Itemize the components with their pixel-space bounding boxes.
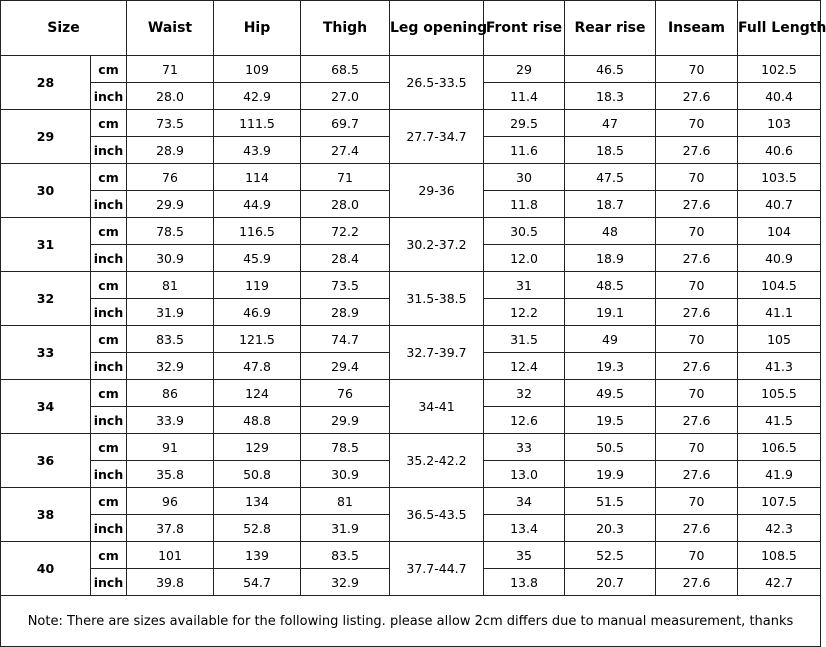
front-rise-inch-cell: 11.6 <box>484 137 565 164</box>
front-rise-cm-cell: 32 <box>484 380 565 407</box>
rear-rise-inch-cell: 18.7 <box>565 191 656 218</box>
thigh-cm-cell: 72.2 <box>301 218 390 245</box>
rear-rise-inch-cell: 19.3 <box>565 353 656 380</box>
inseam-cm-cell: 70 <box>656 434 738 461</box>
waist-cm-cell: 78.5 <box>127 218 214 245</box>
full-length-inch-cell: 42.3 <box>738 515 821 542</box>
rear-rise-inch-cell: 19.5 <box>565 407 656 434</box>
size-cell: 38 <box>1 488 91 542</box>
thigh-cm-cell: 69.7 <box>301 110 390 137</box>
size-cell: 32 <box>1 272 91 326</box>
waist-inch-cell: 29.9 <box>127 191 214 218</box>
size-cell: 36 <box>1 434 91 488</box>
unit-cm-label: cm <box>91 326 127 353</box>
full-length-cm-cell: 107.5 <box>738 488 821 515</box>
inseam-cm-cell: 70 <box>656 218 738 245</box>
thigh-inch-cell: 28.9 <box>301 299 390 326</box>
table-row <box>1 488 821 515</box>
size-cell: 31 <box>1 218 91 272</box>
inseam-cm-cell: 70 <box>656 380 738 407</box>
full-length-cm-cell: 106.5 <box>738 434 821 461</box>
hip-cm-cell: 114 <box>214 164 301 191</box>
waist-inch-cell: 33.9 <box>127 407 214 434</box>
thigh-cm-cell: 73.5 <box>301 272 390 299</box>
unit-cm-label: cm <box>91 164 127 191</box>
unit-cm-label: cm <box>91 272 127 299</box>
header-thigh: Thigh <box>301 1 390 56</box>
rear-rise-cm-cell: 49.5 <box>565 380 656 407</box>
table-row <box>1 434 821 461</box>
unit-inch-label: inch <box>91 569 127 596</box>
thigh-cm-cell: 81 <box>301 488 390 515</box>
front-rise-cm-cell: 33 <box>484 434 565 461</box>
rear-rise-cm-cell: 49 <box>565 326 656 353</box>
unit-cm-label: cm <box>91 56 127 83</box>
header-size: Size <box>1 1 127 56</box>
rear-rise-cm-cell: 51.5 <box>565 488 656 515</box>
hip-cm-cell: 121.5 <box>214 326 301 353</box>
waist-inch-cell: 37.8 <box>127 515 214 542</box>
hip-inch-cell: 44.9 <box>214 191 301 218</box>
table-row <box>1 56 821 83</box>
rear-rise-inch-cell: 20.3 <box>565 515 656 542</box>
thigh-cm-cell: 74.7 <box>301 326 390 353</box>
inseam-inch-cell: 27.6 <box>656 407 738 434</box>
hip-cm-cell: 111.5 <box>214 110 301 137</box>
size-cell: 29 <box>1 110 91 164</box>
unit-cm-label: cm <box>91 380 127 407</box>
full-length-cm-cell: 103.5 <box>738 164 821 191</box>
unit-inch-label: inch <box>91 137 127 164</box>
rear-rise-cm-cell: 47.5 <box>565 164 656 191</box>
hip-inch-cell: 43.9 <box>214 137 301 164</box>
front-rise-cm-cell: 29.5 <box>484 110 565 137</box>
waist-cm-cell: 83.5 <box>127 326 214 353</box>
waist-cm-cell: 86 <box>127 380 214 407</box>
full-length-inch-cell: 40.4 <box>738 83 821 110</box>
front-rise-inch-cell: 11.4 <box>484 83 565 110</box>
unit-cm-label: cm <box>91 218 127 245</box>
inseam-cm-cell: 70 <box>656 542 738 569</box>
header-leg-opening: Leg opening <box>390 1 484 56</box>
front-rise-cm-cell: 30.5 <box>484 218 565 245</box>
full-length-cm-cell: 105.5 <box>738 380 821 407</box>
leg-opening-cell: 36.5-43.5 <box>390 488 484 542</box>
waist-cm-cell: 71 <box>127 56 214 83</box>
thigh-inch-cell: 28.0 <box>301 191 390 218</box>
waist-inch-cell: 32.9 <box>127 353 214 380</box>
thigh-inch-cell: 28.4 <box>301 245 390 272</box>
unit-inch-label: inch <box>91 461 127 488</box>
waist-inch-cell: 28.0 <box>127 83 214 110</box>
front-rise-cm-cell: 31 <box>484 272 565 299</box>
full-length-cm-cell: 104 <box>738 218 821 245</box>
header-front-rise: Front rise <box>484 1 565 56</box>
inseam-inch-cell: 27.6 <box>656 191 738 218</box>
inseam-inch-cell: 27.6 <box>656 83 738 110</box>
front-rise-cm-cell: 31.5 <box>484 326 565 353</box>
inseam-cm-cell: 70 <box>656 110 738 137</box>
size-cell: 30 <box>1 164 91 218</box>
inseam-inch-cell: 27.6 <box>656 137 738 164</box>
waist-inch-cell: 31.9 <box>127 299 214 326</box>
front-rise-inch-cell: 13.0 <box>484 461 565 488</box>
full-length-cm-cell: 103 <box>738 110 821 137</box>
waist-cm-cell: 91 <box>127 434 214 461</box>
inseam-cm-cell: 70 <box>656 272 738 299</box>
unit-inch-label: inch <box>91 299 127 326</box>
unit-inch-label: inch <box>91 515 127 542</box>
unit-cm-label: cm <box>91 434 127 461</box>
header-hip: Hip <box>214 1 301 56</box>
size-table-body <box>1 56 821 596</box>
front-rise-inch-cell: 12.0 <box>484 245 565 272</box>
waist-cm-cell: 81 <box>127 272 214 299</box>
hip-cm-cell: 109 <box>214 56 301 83</box>
rear-rise-cm-cell: 46.5 <box>565 56 656 83</box>
front-rise-inch-cell: 12.2 <box>484 299 565 326</box>
thigh-inch-cell: 27.0 <box>301 83 390 110</box>
table-row <box>1 326 821 353</box>
rear-rise-cm-cell: 52.5 <box>565 542 656 569</box>
thigh-inch-cell: 27.4 <box>301 137 390 164</box>
header-rear-rise: Rear rise <box>565 1 656 56</box>
table-row <box>1 218 821 245</box>
table-row <box>1 110 821 137</box>
full-length-inch-cell: 41.1 <box>738 299 821 326</box>
note-row <box>1 596 821 647</box>
thigh-inch-cell: 29.9 <box>301 407 390 434</box>
hip-cm-cell: 134 <box>214 488 301 515</box>
size-cell: 28 <box>1 56 91 110</box>
hip-inch-cell: 54.7 <box>214 569 301 596</box>
table-row <box>1 542 821 569</box>
full-length-inch-cell: 40.7 <box>738 191 821 218</box>
inseam-cm-cell: 70 <box>656 326 738 353</box>
table-row <box>1 380 821 407</box>
inseam-cm-cell: 70 <box>656 488 738 515</box>
unit-inch-label: inch <box>91 83 127 110</box>
unit-cm-label: cm <box>91 110 127 137</box>
table-row <box>1 164 821 191</box>
waist-inch-cell: 30.9 <box>127 245 214 272</box>
full-length-cm-cell: 102.5 <box>738 56 821 83</box>
hip-inch-cell: 45.9 <box>214 245 301 272</box>
full-length-inch-cell: 40.6 <box>738 137 821 164</box>
inseam-inch-cell: 27.6 <box>656 461 738 488</box>
thigh-cm-cell: 71 <box>301 164 390 191</box>
waist-cm-cell: 76 <box>127 164 214 191</box>
thigh-cm-cell: 68.5 <box>301 56 390 83</box>
full-length-inch-cell: 40.9 <box>738 245 821 272</box>
header-full-length: Full Length <box>738 1 821 56</box>
front-rise-cm-cell: 29 <box>484 56 565 83</box>
front-rise-cm-cell: 35 <box>484 542 565 569</box>
front-rise-cm-cell: 30 <box>484 164 565 191</box>
hip-inch-cell: 48.8 <box>214 407 301 434</box>
unit-cm-label: cm <box>91 542 127 569</box>
thigh-inch-cell: 30.9 <box>301 461 390 488</box>
leg-opening-cell: 30.2-37.2 <box>390 218 484 272</box>
full-length-inch-cell: 42.7 <box>738 569 821 596</box>
unit-inch-label: inch <box>91 245 127 272</box>
leg-opening-cell: 27.7-34.7 <box>390 110 484 164</box>
leg-opening-cell: 37.7-44.7 <box>390 542 484 596</box>
rear-rise-cm-cell: 50.5 <box>565 434 656 461</box>
hip-inch-cell: 52.8 <box>214 515 301 542</box>
front-rise-inch-cell: 13.8 <box>484 569 565 596</box>
header-waist: Waist <box>127 1 214 56</box>
waist-inch-cell: 28.9 <box>127 137 214 164</box>
rear-rise-inch-cell: 18.5 <box>565 137 656 164</box>
leg-opening-cell: 35.2-42.2 <box>390 434 484 488</box>
front-rise-inch-cell: 13.4 <box>484 515 565 542</box>
unit-inch-label: inch <box>91 191 127 218</box>
rear-rise-inch-cell: 19.1 <box>565 299 656 326</box>
waist-inch-cell: 39.8 <box>127 569 214 596</box>
hip-cm-cell: 119 <box>214 272 301 299</box>
full-length-inch-cell: 41.5 <box>738 407 821 434</box>
size-cell: 34 <box>1 380 91 434</box>
waist-cm-cell: 96 <box>127 488 214 515</box>
size-cell: 40 <box>1 542 91 596</box>
note-text: Note: There are sizes available for the following listing. please allow 2cm differs due to manual measurement, thanks <box>1 596 821 647</box>
rear-rise-inch-cell: 18.3 <box>565 83 656 110</box>
leg-opening-cell: 31.5-38.5 <box>390 272 484 326</box>
waist-cm-cell: 101 <box>127 542 214 569</box>
front-rise-inch-cell: 12.4 <box>484 353 565 380</box>
header-row <box>1 1 821 56</box>
hip-cm-cell: 124 <box>214 380 301 407</box>
thigh-cm-cell: 76 <box>301 380 390 407</box>
leg-opening-cell: 29-36 <box>390 164 484 218</box>
front-rise-cm-cell: 34 <box>484 488 565 515</box>
unit-inch-label: inch <box>91 407 127 434</box>
inseam-cm-cell: 70 <box>656 164 738 191</box>
hip-inch-cell: 47.8 <box>214 353 301 380</box>
rear-rise-inch-cell: 18.9 <box>565 245 656 272</box>
rear-rise-inch-cell: 19.9 <box>565 461 656 488</box>
full-length-cm-cell: 104.5 <box>738 272 821 299</box>
rear-rise-cm-cell: 48.5 <box>565 272 656 299</box>
inseam-inch-cell: 27.6 <box>656 245 738 272</box>
hip-inch-cell: 50.8 <box>214 461 301 488</box>
rear-rise-cm-cell: 48 <box>565 218 656 245</box>
front-rise-inch-cell: 11.8 <box>484 191 565 218</box>
thigh-inch-cell: 31.9 <box>301 515 390 542</box>
front-rise-inch-cell: 12.6 <box>484 407 565 434</box>
header-inseam: Inseam <box>656 1 738 56</box>
hip-cm-cell: 129 <box>214 434 301 461</box>
unit-cm-label: cm <box>91 488 127 515</box>
hip-cm-cell: 139 <box>214 542 301 569</box>
thigh-cm-cell: 78.5 <box>301 434 390 461</box>
full-length-cm-cell: 108.5 <box>738 542 821 569</box>
hip-cm-cell: 116.5 <box>214 218 301 245</box>
full-length-inch-cell: 41.3 <box>738 353 821 380</box>
inseam-inch-cell: 27.6 <box>656 569 738 596</box>
thigh-cm-cell: 83.5 <box>301 542 390 569</box>
hip-inch-cell: 42.9 <box>214 83 301 110</box>
waist-inch-cell: 35.8 <box>127 461 214 488</box>
full-length-cm-cell: 105 <box>738 326 821 353</box>
table-row <box>1 272 821 299</box>
leg-opening-cell: 34-41 <box>390 380 484 434</box>
size-cell: 33 <box>1 326 91 380</box>
inseam-inch-cell: 27.6 <box>656 515 738 542</box>
full-length-inch-cell: 41.9 <box>738 461 821 488</box>
waist-cm-cell: 73.5 <box>127 110 214 137</box>
hip-inch-cell: 46.9 <box>214 299 301 326</box>
leg-opening-cell: 32.7-39.7 <box>390 326 484 380</box>
thigh-inch-cell: 32.9 <box>301 569 390 596</box>
inseam-cm-cell: 70 <box>656 56 738 83</box>
rear-rise-inch-cell: 20.7 <box>565 569 656 596</box>
thigh-inch-cell: 29.4 <box>301 353 390 380</box>
unit-inch-label: inch <box>91 353 127 380</box>
inseam-inch-cell: 27.6 <box>656 353 738 380</box>
rear-rise-cm-cell: 47 <box>565 110 656 137</box>
inseam-inch-cell: 27.6 <box>656 299 738 326</box>
leg-opening-cell: 26.5-33.5 <box>390 56 484 110</box>
